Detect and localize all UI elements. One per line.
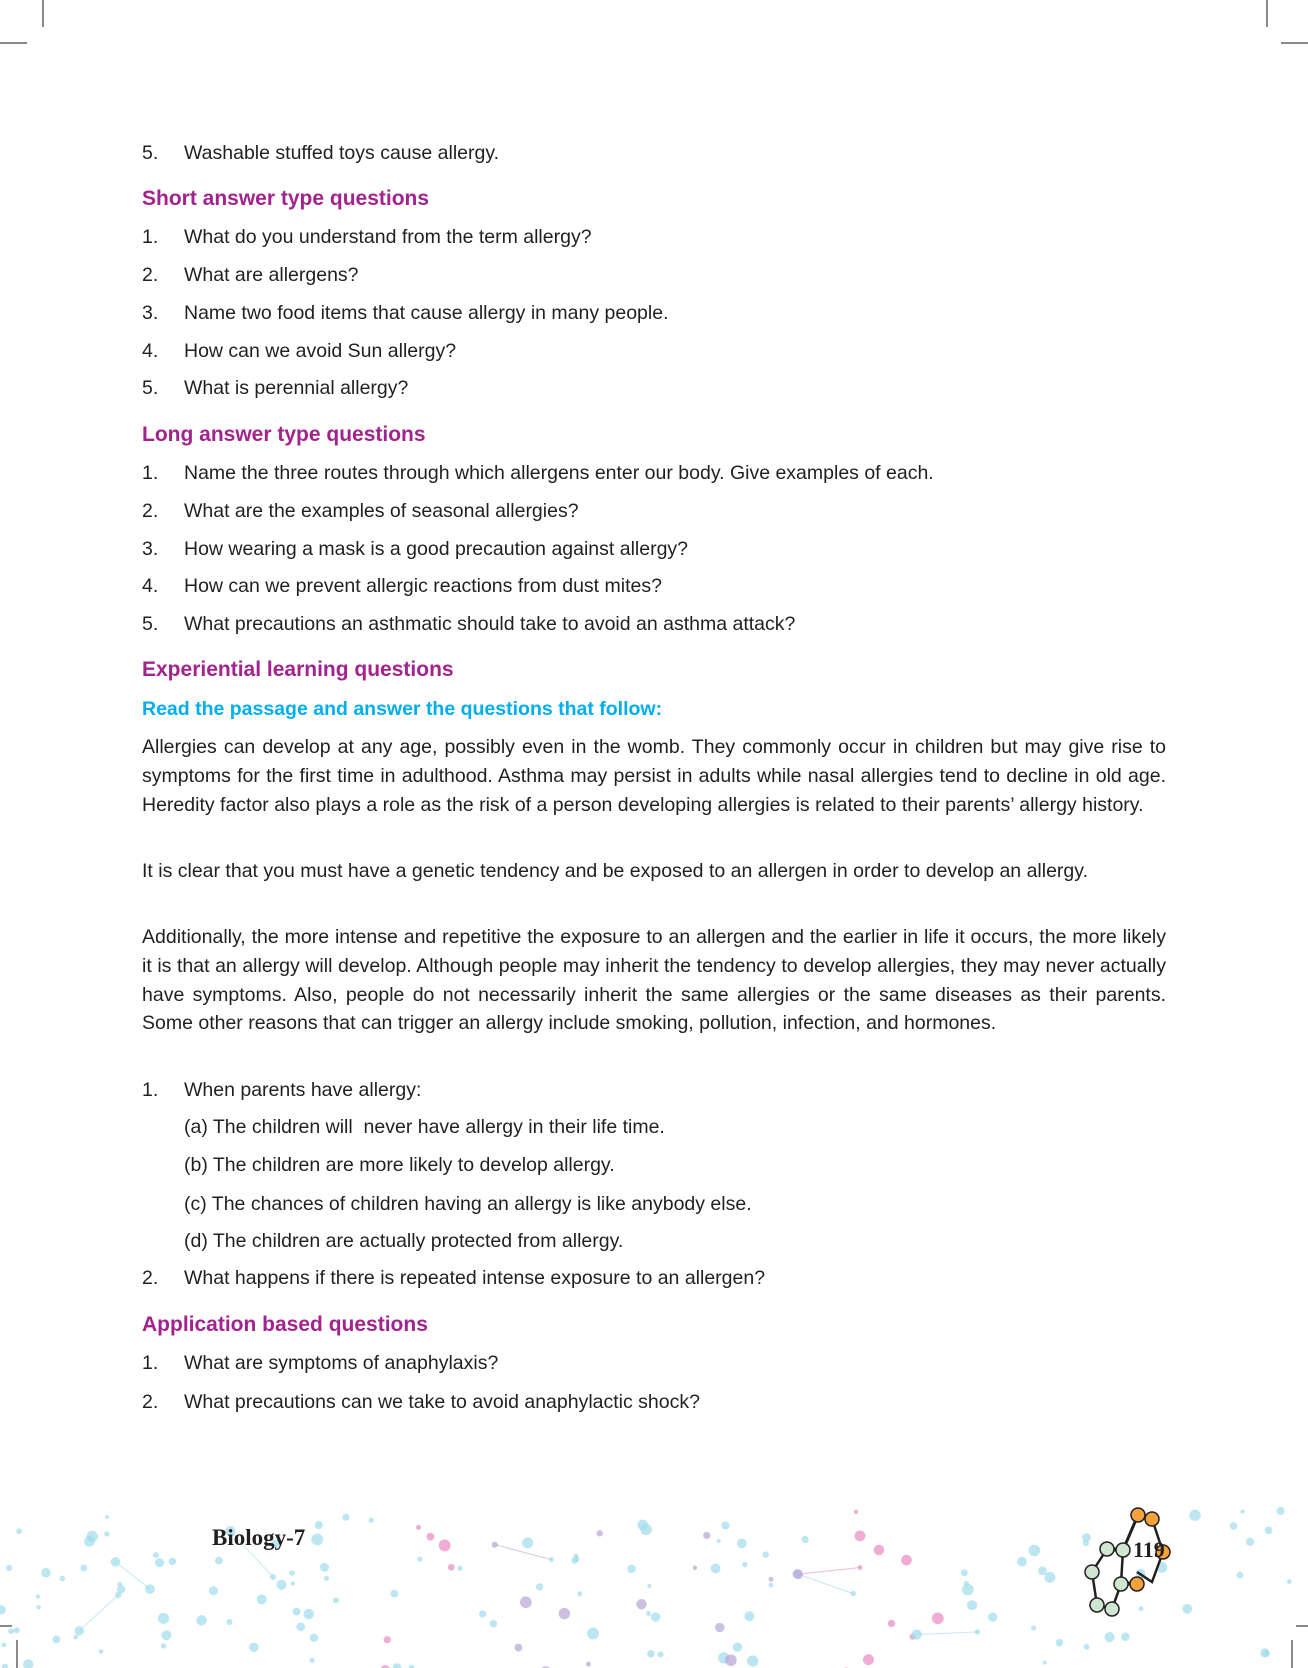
molecule-atom [1017,1557,1027,1567]
passage-instruction: Read the passage and answer the questions that follow: [142,698,663,720]
molecule-atom [1029,1545,1041,1557]
book-title: Biology-7 [212,1525,306,1550]
molecule-atom [636,1599,646,1609]
molecule-atom [161,1630,171,1640]
molecule-atom [320,1563,329,1572]
list-item [142,263,359,287]
molecule-atom [310,1658,315,1663]
molecule-atom [105,1515,109,1519]
molecule-atom [721,1521,729,1529]
item-number: 4. [142,575,159,597]
molecule-atom [747,1655,758,1666]
molecule-atom [36,1605,41,1610]
item-text: What are the examples of seasonal allergies? [184,500,579,522]
molecule-atom [342,1514,349,1521]
molecule-atom [155,1558,164,1567]
molecule-bond [917,1632,978,1635]
molecule-atom [492,1542,498,1548]
list-item [142,1390,700,1414]
molecule-atom [1240,1509,1244,1513]
molecule-atom [41,1568,51,1578]
crop-mark [0,42,27,44]
molecule-atom [768,1583,773,1588]
molecule-atom [874,1545,884,1555]
list-item [142,461,934,485]
molecule-bond [495,1545,552,1560]
item-text: How can we prevent allergic reactions from dust mites? [184,575,662,597]
molecule-atom [249,1643,258,1652]
molecule-atom [117,1585,125,1593]
section-heading-application: Application based questions [142,1313,428,1336]
item-number: 1. [142,462,159,484]
section-heading-short: Short answer type questions [142,187,430,210]
molecule-atom [1031,1625,1036,1630]
item-text: When parents have allergy: [184,1079,422,1101]
list-item [142,225,592,249]
item-number: 3. [142,302,159,324]
molecule-atom [597,1530,603,1536]
molecule-atom [384,1636,391,1643]
molecule-atom [1043,1660,1047,1664]
molecule-atom [967,1600,977,1610]
molecule-atom [1121,1633,1129,1641]
molecule-atom [369,1518,374,1523]
molecule-atom [87,1531,98,1542]
hexagon-molecule-icon [1050,1505,1195,1630]
list-item [142,339,456,363]
answer-option-b: (b) The children are more likely to develop allergy. [184,1154,615,1176]
item-number: 5. [142,377,159,399]
molecule-atom [153,1552,159,1558]
item-text: What is perennial allergy? [184,377,409,399]
item-text: What happens if there is repeated intense exposure to an allergen? [184,1267,766,1289]
molecule-atom [1038,1566,1047,1575]
question [142,1266,765,1290]
molecule-atom [647,1650,654,1657]
molecule-atom [1287,1579,1292,1584]
molecule-atom [448,1564,455,1571]
molecule-atom [693,1566,697,1570]
molecule-atom [988,1612,997,1621]
molecule-atom [53,1636,61,1644]
molecule-atom [457,1566,462,1571]
item-text: Washable stuffed toys cause allergy. [184,142,500,164]
list-item [142,376,408,400]
molecule-atom [426,1533,434,1541]
molecule-bond [798,1568,860,1575]
molecule-atom [23,1659,33,1668]
molecule-atom [276,1580,286,1590]
molecule-atom [715,1623,724,1632]
molecule-atom [573,1554,578,1559]
item-text: What are symptoms of anaphylaxis? [184,1352,499,1374]
molecule-atom [315,1521,323,1529]
list-item [142,141,499,165]
molecule-atom [6,1565,12,1571]
molecule-atom [577,1591,582,1596]
list-item [142,499,579,523]
molecule-atom [703,1532,710,1539]
molecule-atom [733,1642,742,1651]
molecule-atom [1084,1644,1090,1650]
molecule-atom [289,1570,294,1575]
molecule-atom [14,1627,20,1633]
page-number: 119 [1133,1537,1165,1562]
molecule-atom [863,1654,874,1665]
molecule-atom [587,1628,599,1640]
molecule-atom [961,1569,968,1576]
molecule-atom [717,1539,721,1543]
molecule-atom [303,1609,314,1620]
item-number: 1. [142,1079,159,1101]
molecule-atom [855,1531,866,1542]
molecule-atom [651,1612,660,1621]
molecule-atom [725,1654,737,1666]
molecule-atom [291,1582,295,1586]
molecule-atom [8,1628,14,1634]
item-number: 5. [142,613,159,635]
molecule-atom [270,1574,276,1580]
molecule-atom [479,1610,486,1617]
molecule-atom [901,1555,912,1566]
molecule-atom [36,1594,40,1598]
section-heading-long: Long answer type questions [142,423,426,446]
molecule-atom [145,1584,155,1594]
molecule-atom [311,1534,323,1546]
item-text: How can we avoid Sun allergy? [184,340,457,362]
molecule-atom [888,1620,895,1627]
molecule-atom [409,1665,415,1668]
molecule-atom [293,1608,301,1616]
molecule-atom [763,1551,769,1557]
molecule-atom [854,1510,858,1514]
answer-option-a: (a) The children will never have allergy in their life time. [184,1116,665,1138]
molecule-atom [196,1615,206,1625]
molecule-atom [209,1586,218,1595]
item-text: Name the three routes through which allergens enter our body. Give examples of each. [184,462,934,484]
item-text: What precautions can we take to avoid anaphylactic shock? [184,1391,700,1413]
molecule-atom [80,1565,87,1572]
passage-paragraph: Allergies can develop at any age, possibly even in the womb. They commonly occur in children but may give rise to symptoms for the first time in adulthood. Asthma may persist in adults while nasal allergies tend to decline in old age. Heredity factor also plays a role as the risk of a person developing allergies is related to their parents’ allergy history. [142,736,1166,816]
molecule-atom [310,1634,318,1642]
item-number: 2. [142,500,159,522]
crop-mark [1266,0,1268,27]
answer-option-c: (c) The chances of children having an allergy is like anybody else. [184,1193,752,1215]
molecule-atom [1105,1632,1115,1642]
molecule-atom [16,1528,22,1534]
molecule-atom [711,1563,721,1573]
molecule-atom [111,1557,121,1567]
molecule-atom [520,1596,532,1608]
molecule-atom [1265,1527,1273,1535]
crop-mark [1281,42,1308,44]
item-number: 2. [142,1391,159,1413]
molecule-atom [417,1556,422,1561]
answer-option-d: (d) The children are actually protected from allergy. [184,1230,624,1252]
item-number: 2. [142,1267,159,1289]
item-number: 5. [142,142,159,164]
molecule-atom [0,1605,6,1614]
molecule-atom [1276,1507,1284,1515]
molecule-atom [647,1584,651,1588]
molecule-atom [416,1525,421,1530]
molecule-atom [932,1612,944,1624]
molecule-atom [627,1565,636,1574]
list-item [142,574,662,598]
molecule-atom [169,1558,176,1565]
molecule-atom [536,1583,543,1590]
molecule-atom [75,1626,84,1635]
passage-paragraph: Additionally, the more intense and repetitive the exposure to an allergen and the earlier in life it occurs, the more likely it is that an allergy will develop. Although people may inherit the tendency to develop allergies, they may never actually have symptoms. Also, people do not necessarily inherit the same allergies or the same diseases as their parents. Some other reasons that can trigger an allergy include smoking, pollution, infection, and hormones. [142,926,1166,1035]
molecule-atom [658,1651,664,1657]
molecule-atom [393,1663,401,1668]
molecule-bond [79,1595,118,1631]
item-number: 3. [142,538,159,560]
molecule-atom [215,1557,223,1565]
molecule-atom [742,1562,747,1567]
molecule-atom [912,1629,922,1639]
item-number: 1. [142,226,159,248]
molecule-atom [1,1642,6,1647]
item-text: What precautions an asthmatic should take to avoid an asthma attack? [184,613,796,635]
molecule-atom [490,1620,497,1627]
molecule-atom [158,1613,169,1624]
item-text: How wearing a mask is a good precaution against allergy? [184,538,689,560]
molecule-atom [1263,1650,1270,1657]
molecule-atom [60,1576,66,1582]
molecule-atom [514,1644,522,1652]
passage-paragraph: It is clear that you must have a genetic tendency and be exposed to an allergen in order to develop an allergy. [142,860,1088,882]
molecule-atom [586,1662,591,1667]
molecule-atom [257,1594,267,1604]
molecule-atom [858,1565,863,1570]
molecule-atom [73,1635,78,1640]
molecule-atom [161,1643,166,1648]
molecule-atom [1230,1522,1238,1530]
molecule-bond [797,1574,853,1594]
molecule-atom [324,1576,329,1581]
molecule-atom [1056,1639,1064,1647]
molecule-atom [333,1597,339,1603]
item-text: What do you understand from the term allergy? [184,226,592,248]
molecule-atom [99,1649,104,1654]
item-number: 4. [142,340,159,362]
molecule-atom [439,1540,451,1552]
molecule-atom [637,1520,648,1531]
item-text: What are allergens? [184,264,359,286]
molecule-atom [793,1569,803,1579]
molecule-atom [2,1664,8,1668]
molecule-atom [801,1536,808,1543]
list-item [142,612,795,636]
molecule-atom [390,1590,398,1598]
molecule-atom [1237,1572,1244,1579]
list-item [142,537,688,561]
list-item [142,301,669,325]
molecule-atom [962,1584,974,1596]
molecule-atom [226,1619,232,1625]
molecule-atom [737,1538,747,1548]
item-number: 1. [142,1352,159,1374]
item-number: 2. [142,264,159,286]
molecule-atom [522,1537,533,1548]
molecule-atom [646,1611,651,1616]
crop-mark [42,0,44,27]
question [142,1078,421,1102]
list-item [142,1351,498,1375]
molecule-atom [975,1629,980,1634]
molecule-atom [559,1608,570,1619]
molecule-atom [744,1611,754,1621]
molecule-atom [104,1531,109,1536]
item-text: Name two food items that cause allergy in many people. [184,302,669,324]
section-heading-experiential: Experiential learning questions [142,658,454,681]
molecule-atom [769,1577,774,1582]
molecule-atom [1246,1538,1254,1546]
molecule-atom [296,1622,305,1631]
